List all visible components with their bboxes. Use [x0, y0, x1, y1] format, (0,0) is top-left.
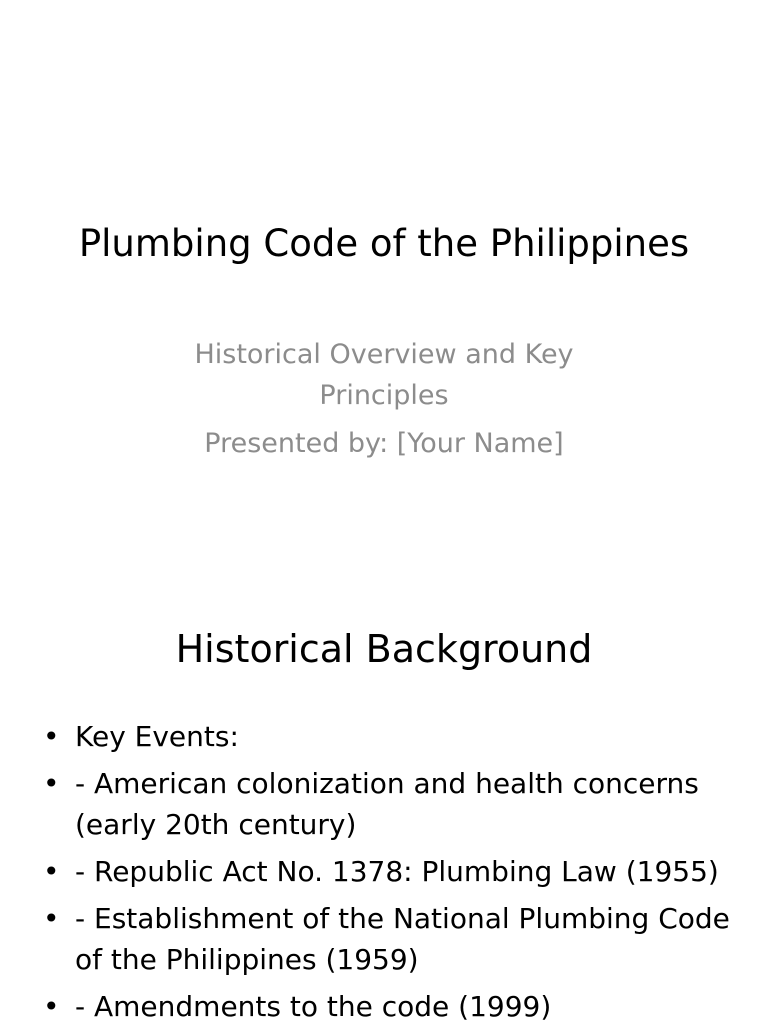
subtitle-line: Historical Overview and Key	[194, 339, 574, 370]
bullet-item	[0, 851, 768, 892]
bullet-item	[0, 898, 768, 980]
bullet-item	[0, 986, 768, 1024]
bullet-icon: •	[43, 720, 60, 753]
bullet-text: Key Events:	[75, 720, 239, 753]
bullet-icon: •	[43, 902, 60, 935]
presentation-title: Plumbing Code of the Philippines	[78, 222, 690, 265]
bullet-text: - Amendments to the code (1999)	[75, 990, 552, 1023]
bullet-icon: •	[43, 855, 60, 888]
bullet-icon: •	[43, 767, 60, 800]
bullet-item	[0, 716, 768, 757]
historical-background-slide	[0, 576, 768, 1024]
bullet-text: - Republic Act No. 1378: Plumbing Law (1955)	[75, 855, 719, 888]
bullet-text: - American colonization and health concerns (early 20th century)	[75, 767, 699, 841]
presentation-subtitle	[0, 334, 768, 464]
presenter-line: Presented by: [Your Name]	[204, 428, 564, 459]
bullet-list	[0, 716, 768, 1024]
bullet-icon: •	[43, 990, 60, 1023]
bullet-text: - Establishment of the National Plumbing Code of the Philippines (1959)	[75, 902, 730, 976]
subtitle-line: Principles	[319, 380, 449, 411]
slide-title: Historical Background	[175, 627, 593, 671]
bullet-item	[0, 763, 768, 845]
